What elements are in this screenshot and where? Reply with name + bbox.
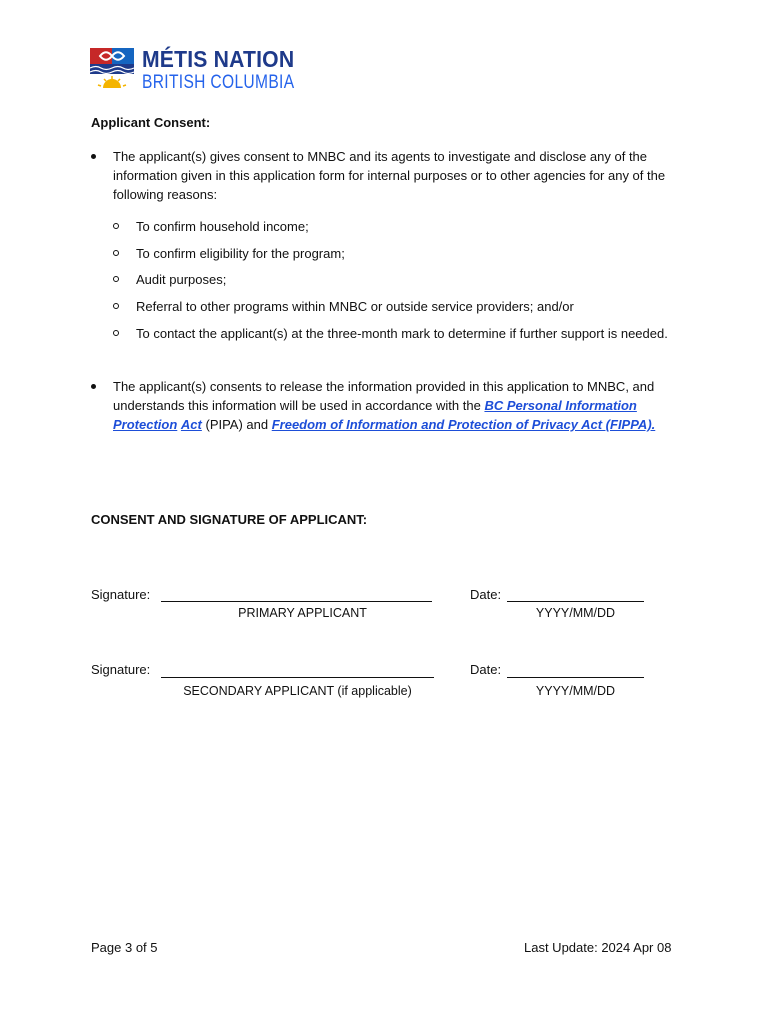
reason-text: Referral to other programs within MNBC or outside service providers; and/or	[136, 299, 574, 314]
primary-date-format: YYYY/MM/DD	[535, 606, 616, 620]
page-number: Page 3 of 5	[91, 940, 158, 955]
secondary-date-line[interactable]	[507, 677, 644, 678]
signature-heading: CONSENT AND SIGNATURE OF APPLICANT:	[91, 512, 368, 527]
hollow-bullet-icon	[113, 303, 119, 309]
reason-text: To contact the applicant(s) at the three-month mark to determine if further support is needed.	[136, 326, 668, 341]
hollow-bullet-icon	[113, 250, 119, 256]
consent-bullet-1-text: The applicant(s) gives consent to MNBC and its agents to investigate and disclose any of the information given in this application form for internal purposes or to other agencies for any of the following reasons:	[113, 149, 666, 202]
hollow-bullet-icon	[113, 276, 119, 282]
secondary-applicant-caption: SECONDARY APPLICANT (if applicable)	[183, 684, 412, 698]
hollow-bullet-icon	[113, 330, 119, 336]
secondary-signature-line[interactable]	[161, 677, 434, 678]
logo-title: MÉTIS NATION	[142, 46, 295, 72]
bullet-2-text-part-2: (PIPA) and	[201, 417, 272, 432]
fippa-link[interactable]: Freedom of Information and Protection of Privacy Act (FIPPA).	[271, 417, 656, 432]
primary-signature-line[interactable]	[161, 601, 432, 602]
last-update: Last Update: 2024 Apr 08	[524, 940, 672, 955]
secondary-signature-label: Signature:	[91, 662, 151, 677]
metis-flag-logo-icon	[90, 48, 134, 92]
reason-text: Audit purposes;	[136, 272, 227, 287]
primary-date-line[interactable]	[507, 601, 644, 602]
bullet-icon	[91, 154, 96, 159]
secondary-date-format: YYYY/MM/DD	[535, 684, 616, 698]
secondary-date-label: Date:	[470, 662, 502, 677]
primary-applicant-caption: PRIMARY APPLICANT	[238, 606, 367, 620]
reason-text: To confirm eligibility for the program;	[136, 246, 345, 261]
mnbc-logo	[90, 46, 295, 94]
hollow-bullet-icon	[113, 223, 119, 229]
bullet-2-text-part-1: The applicant(s) consents to release the information provided in this application to MNBC, and understands this information will be used in accordance with the	[113, 379, 655, 413]
primary-signature-label: Signature:	[91, 587, 151, 602]
reason-text: To confirm household income;	[136, 219, 309, 234]
bullet-icon	[91, 384, 96, 389]
pipa-link[interactable]: BC Personal Information Protection	[113, 398, 637, 432]
logo-subtitle: BRITISH COLUMBIA	[142, 72, 295, 93]
primary-date-label: Date:	[470, 587, 502, 602]
consent-heading: Applicant Consent:	[91, 115, 211, 130]
consent-bullet-2-text	[113, 377, 681, 434]
pipa-act-link[interactable]: Act	[180, 417, 202, 432]
